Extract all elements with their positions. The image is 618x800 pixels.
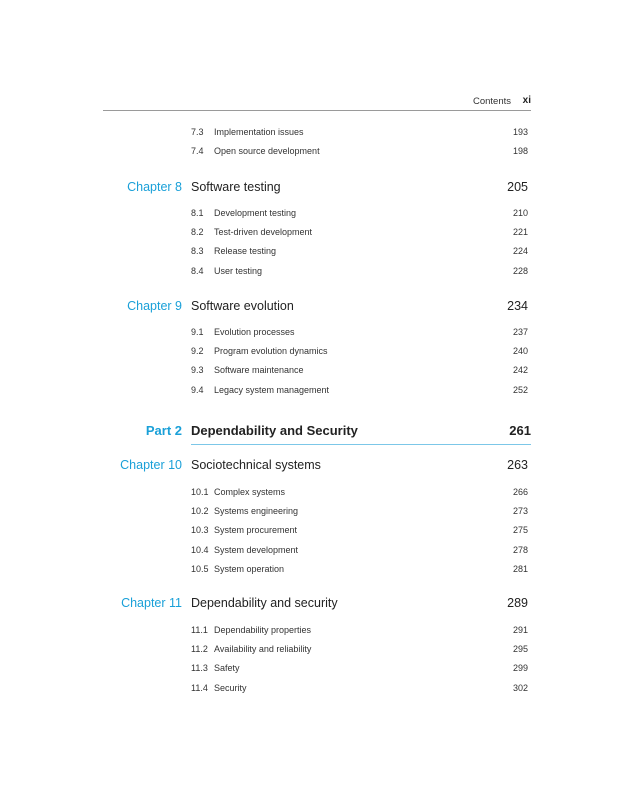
chapter-label: Chapter 11 (121, 596, 182, 610)
section-title: System operation (214, 564, 285, 574)
chapter-title: Software evolution (191, 299, 294, 313)
section-title: Systems engineering (214, 506, 299, 516)
chapter-page: 263 (507, 458, 528, 472)
section-number: 7.3 (191, 127, 204, 137)
section-title: Test-driven development (214, 227, 313, 237)
part-divider (191, 444, 531, 445)
section-page: 275 (512, 525, 528, 535)
section-number: 10.4 (191, 545, 209, 555)
section-number: 8.3 (191, 246, 204, 256)
section-page: 237 (512, 327, 528, 337)
chapter-label: Chapter 9 (127, 299, 182, 313)
section-title: System development (214, 545, 299, 555)
section-page: 228 (512, 266, 528, 276)
section-page: 299 (512, 663, 528, 673)
section-page: 295 (512, 644, 528, 654)
chapter-page: 205 (507, 180, 528, 194)
running-header (103, 94, 531, 111)
section-number: 10.3 (191, 525, 209, 535)
chapter-page: 289 (507, 596, 528, 610)
section-number: 9.3 (191, 365, 204, 375)
section-number: 8.4 (191, 266, 204, 276)
section-title: Safety (214, 663, 240, 673)
section-number: 10.2 (191, 506, 209, 516)
section-page: 193 (512, 127, 528, 137)
section-number: 7.4 (191, 146, 204, 156)
section-number: 10.1 (191, 487, 209, 497)
section-page: 224 (512, 246, 528, 256)
section-number: 9.1 (191, 327, 204, 337)
chapter-label: Chapter 8 (127, 180, 182, 194)
section-title: Availability and reliability (214, 644, 312, 654)
section-number: 9.4 (191, 385, 204, 395)
section-title: Security (214, 683, 247, 693)
section-title: Dependability properties (214, 625, 312, 635)
section-page: 221 (512, 227, 528, 237)
section-title: Program evolution dynamics (214, 346, 328, 356)
section-title: Software maintenance (214, 365, 304, 375)
chapter-title: Dependability and security (191, 596, 338, 610)
section-page: 198 (512, 146, 528, 156)
section-page: 240 (512, 346, 528, 356)
section-page: 302 (512, 683, 528, 693)
section-page: 252 (512, 385, 528, 395)
section-page: 281 (512, 564, 528, 574)
section-title: Implementation issues (214, 127, 304, 137)
section-number: 8.2 (191, 227, 204, 237)
chapter-title: Sociotechnical systems (191, 458, 321, 472)
header-label: Contents (472, 96, 511, 107)
section-number: 11.2 (191, 644, 208, 654)
section-number: 10.5 (191, 564, 209, 574)
section-page: 278 (512, 545, 528, 555)
section-number: 9.2 (191, 346, 204, 356)
section-title: System procurement (214, 525, 298, 535)
section-number: 8.1 (191, 208, 204, 218)
section-title: Release testing (214, 246, 277, 256)
section-title: Legacy system management (214, 385, 330, 395)
part-label: Part 2 (145, 423, 182, 438)
section-page: 210 (512, 208, 528, 218)
chapter-label: Chapter 10 (120, 458, 182, 472)
section-page: 266 (512, 487, 528, 497)
part-page: 261 (509, 423, 531, 438)
section-page: 273 (512, 506, 528, 516)
section-title: Complex systems (214, 487, 286, 497)
section-page: 291 (512, 625, 528, 635)
section-number: 11.3 (191, 663, 208, 673)
section-title: Open source development (214, 146, 320, 156)
section-number: 11.4 (191, 683, 208, 693)
section-title: Development testing (214, 208, 297, 218)
chapter-title: Software testing (191, 180, 281, 194)
part-title: Dependability and Security (191, 423, 358, 438)
section-number: 11.1 (191, 625, 208, 635)
section-title: Evolution processes (214, 327, 295, 337)
header-page-number: xi (522, 95, 531, 106)
chapter-page: 234 (507, 299, 528, 313)
section-page: 242 (512, 365, 528, 375)
section-title: User testing (214, 266, 263, 276)
